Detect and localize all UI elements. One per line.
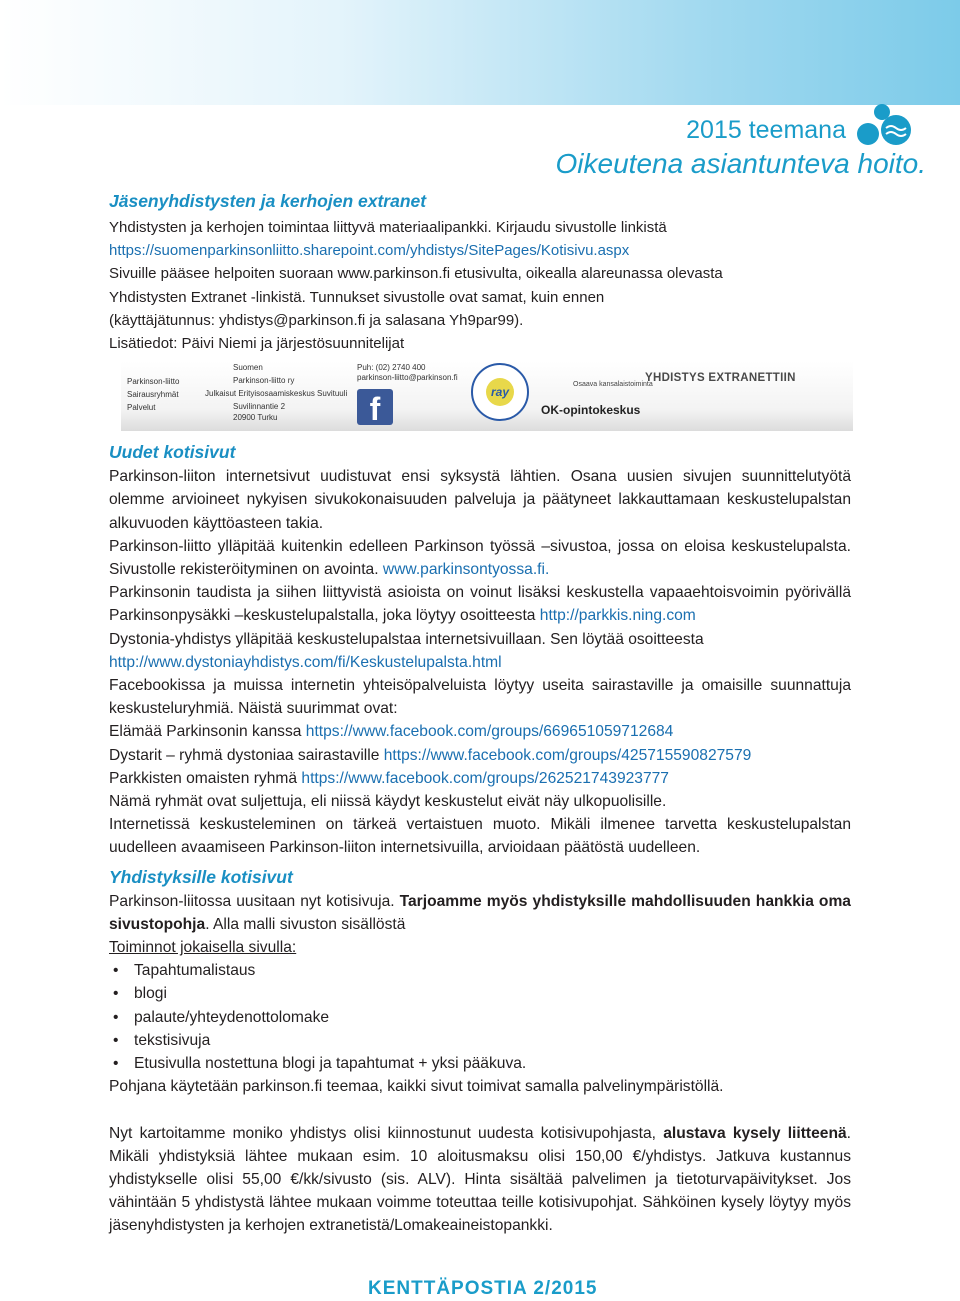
list-item: • tekstisivuja [109, 1029, 851, 1052]
feature-list [109, 959, 851, 1075]
paragraph-text: Nyt kartoitamme moniko yhdistys olisi kiinnostunut uudesta kotisivupohjasta, [109, 1124, 664, 1142]
group-line [109, 720, 851, 743]
footer-title: KENTTÄPOSTIA 2/2015 [368, 1278, 598, 1299]
extranet-line: Yhdistysten ja kerhojen toimintaa liittyvä materiaalipankki. Kirjaudu sivustolle linkistä [109, 219, 667, 236]
paragraph: Dystonia-yhdistys ylläpitää keskustelupalstaa internetsivuillaan. Sen löytää osoitteesta [109, 630, 704, 648]
paragraph-text: Parkinsonin taudista ja siihen liittyvistä asioista on voinut lisäksi keskustella vapaaehtoisvoimin pyörivällä Parkinsonpysäkki –keskustelupalstalla, joka löytyy osoitteesta [109, 584, 851, 625]
main-content [109, 188, 851, 1238]
group-link[interactable]: https://www.facebook.com/groups/425715590827579 [383, 746, 752, 764]
heading-new-website: Uudet kotisivut [109, 442, 236, 463]
banner-contact [357, 363, 458, 383]
extranet-link[interactable]: https://suomenparkinsonliitto.sharepoint.com/yhdistys/SitePages/Kotisivu.aspx [109, 242, 630, 260]
banner-col2 [205, 363, 347, 423]
banner-text: Sairausryhmät [127, 390, 179, 400]
paragraph-text: Parkinson-liitto ylläpitää kuitenkin edelleen Parkinson työssä –sivustoa, jossa on eloisa keskustelupalsta. Sivustolle rekisteröityminen on avointa. [109, 537, 851, 579]
parkkis-link[interactable]: http://parkkis.ning.com [539, 607, 696, 625]
paragraph: Facebookissa ja muissa internetin yhteisöpalveluista löytyy useita sairastaville ja omaisille suunnattuja keskusteluryhmiä. Näistä suurimmat ovat: [109, 677, 851, 718]
ok-opintokeskus-logo: OK-opintokeskus [541, 403, 641, 418]
list-title: Toiminnot jokaisella sivulla: [109, 939, 297, 957]
paragraph: Nämä ryhmät ovat suljettuja, eli niissä käydyt keskustelut eivät näy ulkopuolisille. [109, 793, 667, 811]
banner-text: Parkinson-liitto [127, 377, 180, 387]
paragraph-text: . Alla malli sivuston sisällöstä [205, 915, 406, 933]
group-label: Parkkisten omaisten ryhmä [109, 769, 302, 787]
extranet-banner-image [121, 361, 853, 431]
paragraph [109, 535, 851, 581]
paragraph-text: . Mikäli yhdistyksiä lähtee mukaan esim. 10 aloitusmaksu olisi 150,00 €/yhdistys. Jatkuva kustannus yhdistykselle olisi 55,00 €/kk/sivusto (sis. ALV). Hinta sisältää palvelimen ja tietoturvapäivitykset. Jos vähintään 5 yhdistystä lähtee mukaan voimme toteuttaa teille kotisivupohjat. Sähköinen kysely löytyy myös jäsenyhdistysten ja kerhojen extranetistä/Lomakeaineistopankki. [109, 1124, 851, 1235]
extranet-button-text: YHDISTYS EXTRANETTIIN [645, 372, 796, 385]
paragraph [109, 1122, 851, 1238]
paragraph [109, 581, 851, 627]
paragraph: Parkinson-liiton internetsivut uudistuvat ensi syksystä lähtien. Osana uusien sivujen suunnittelutyötä olemme arvioineet nykyisen sivukokonaisuuden palveluja ja päätyneet lakkauttamaan keskustelupalstan alkuvuoden käyttöasteen takia. [109, 468, 851, 532]
parkinsontyossa-link[interactable]: www.parkinsontyossa.fi. [382, 561, 550, 579]
theme-year: 2015 teemana [686, 116, 846, 144]
list-item: • blogi [109, 982, 851, 1005]
extranet-line: Lisätiedot: Päivi Niemi ja järjestösuunnitelijat [109, 335, 405, 353]
group-line [109, 744, 851, 767]
ray-logo [471, 363, 529, 421]
theme-slogan: Oikeutena asiantunteva hoito. [555, 148, 926, 179]
list-item: • palaute/yhteydenottolomake [109, 1006, 851, 1029]
dystonia-link[interactable]: http://www.dystoniayhdistys.com/fi/Keskustelupalsta.html [109, 653, 502, 671]
banner-text: Suvilinnantie 2 [233, 402, 286, 412]
extranet-line: (käyttäjätunnus: yhdistys@parkinson.fi ja salasana Yh9par99). [109, 311, 524, 329]
banner-text: Palvelut [127, 403, 156, 413]
group-link[interactable]: https://www.facebook.com/groups/669651059712684 [305, 723, 674, 741]
group-label: Dystarit – ryhmä dystoniaa sairastaville [109, 746, 384, 764]
paragraph-bold: Tarjoamme myös yhdistyksille mahdollisuuden hankkia oma sivustopohja [109, 892, 851, 933]
extranet-line: Sivuille pääsee helpoiten suoraan www.parkinson.fi etusivulta, oikealla alareunassa olevasta [109, 265, 723, 283]
extranet-line: Yhdistysten Extranet -linkistä. Tunnukset sivustolle ovat samat, kuin ennen [109, 288, 605, 306]
heading-extranet: Jäsenyhdistysten ja kerhojen extranet [109, 191, 427, 211]
banner-col1 [127, 377, 179, 413]
paragraph [109, 890, 851, 936]
parkinson-dots-logo-icon [856, 100, 920, 160]
banner-text: Puh: (02) 2740 400 [357, 363, 426, 373]
banner-text: Suomen [233, 363, 263, 373]
banner-text: Parkinson-liitto ry [233, 376, 295, 386]
paragraph-bold: alustava kysely liitteenä [663, 1124, 847, 1142]
extranet-text [109, 216, 851, 355]
group-link[interactable]: https://www.facebook.com/groups/262521743923777 [301, 769, 669, 787]
group-line [109, 767, 851, 790]
heading-association-websites: Yhdistyksille kotisivut [109, 866, 293, 887]
header-gradient-bar [0, 0, 960, 105]
paragraph: Pohjana käytetään parkinson.fi teemaa, kaikki sivut toimivat samalla palvelinympäristöllä. [109, 1078, 724, 1096]
paragraph-text: Parkinson-liitossa uusitaan nyt kotisivuja. [109, 892, 400, 910]
ok-small-text: Osaava kansalaistoiminta [573, 381, 653, 389]
facebook-icon: f [357, 389, 393, 425]
list-item: • Etusivulla nostettuna blogi ja tapahtumat + yksi pääkuva. [109, 1052, 851, 1075]
paragraph: Internetissä keskusteleminen on tärkeä vertaistuen muoto. Mikäli ilmenee tarvetta keskustelupalstan uudelleen avaamiseen Parkinson-liiton internetsivuilla, arvioidaan päätöstä uudelleen. [109, 816, 851, 857]
group-label: Elämää Parkinsonin kanssa [109, 723, 306, 741]
banner-text: Julkaisut Erityisosaamiskeskus Suvituuli [205, 389, 348, 399]
list-item: • Tapahtumalistaus [109, 959, 851, 982]
ray-logo-text: ray [486, 378, 514, 406]
banner-text: 20900 Turku [233, 413, 278, 423]
banner-text: parkinson-liitto@parkinson.fi [357, 373, 458, 383]
